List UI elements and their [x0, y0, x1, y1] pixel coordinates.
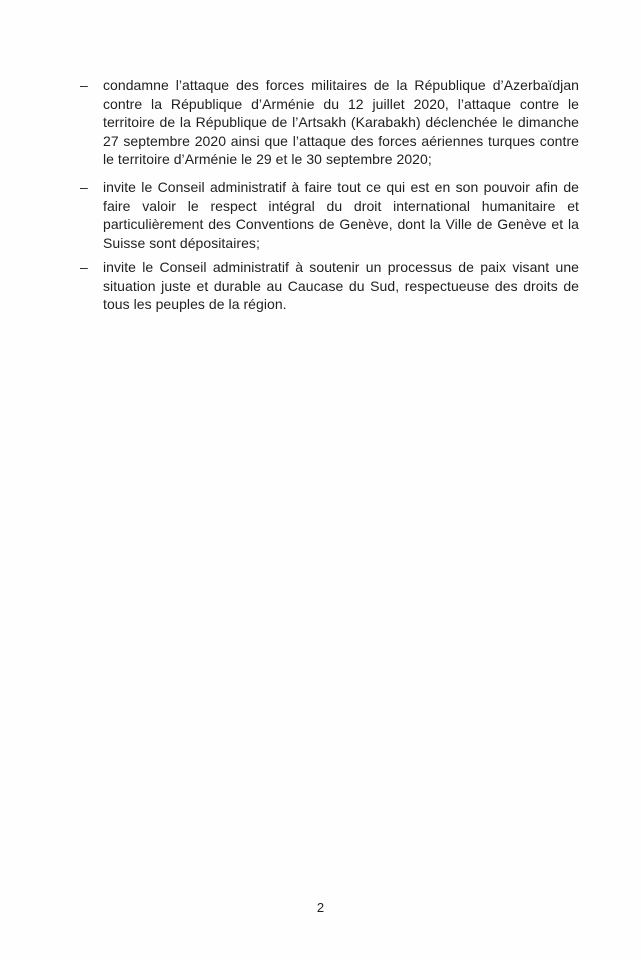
dash-marker: – [80, 259, 88, 275]
dash-marker: – [80, 179, 88, 195]
list-item-text: condamne l’attaque des forces militaires de la République d’Azerbaïdjan contre la République d’Arménie du 12 juillet 2020, l’attaque contre le territoire de la République de l’Artsakh (Karabakh) déclenchée le dimanche 27 septembre 2020 ainsi que l’attaque des forces aériennes turques contre le territoire d’Arménie le 29 et le 30 septembre 2020; [103, 77, 579, 167]
page-number: 2 [316, 900, 325, 915]
dash-marker: – [80, 77, 88, 93]
list-item-text: invite le Conseil administratif à soutenir un processus de paix visant une situation juste et durable au Caucase du Sud, respectueuse des droits de tous les peuples de la région. [103, 259, 579, 312]
list-item-text: invite le Conseil administratif à faire tout ce qui est en son pouvoir afin de faire valoir le respect intégral du droit international humanitaire et particulièrement des Conventions de Genève, dont la Ville de Genève et la Suisse sont dépositaires; [103, 179, 579, 251]
